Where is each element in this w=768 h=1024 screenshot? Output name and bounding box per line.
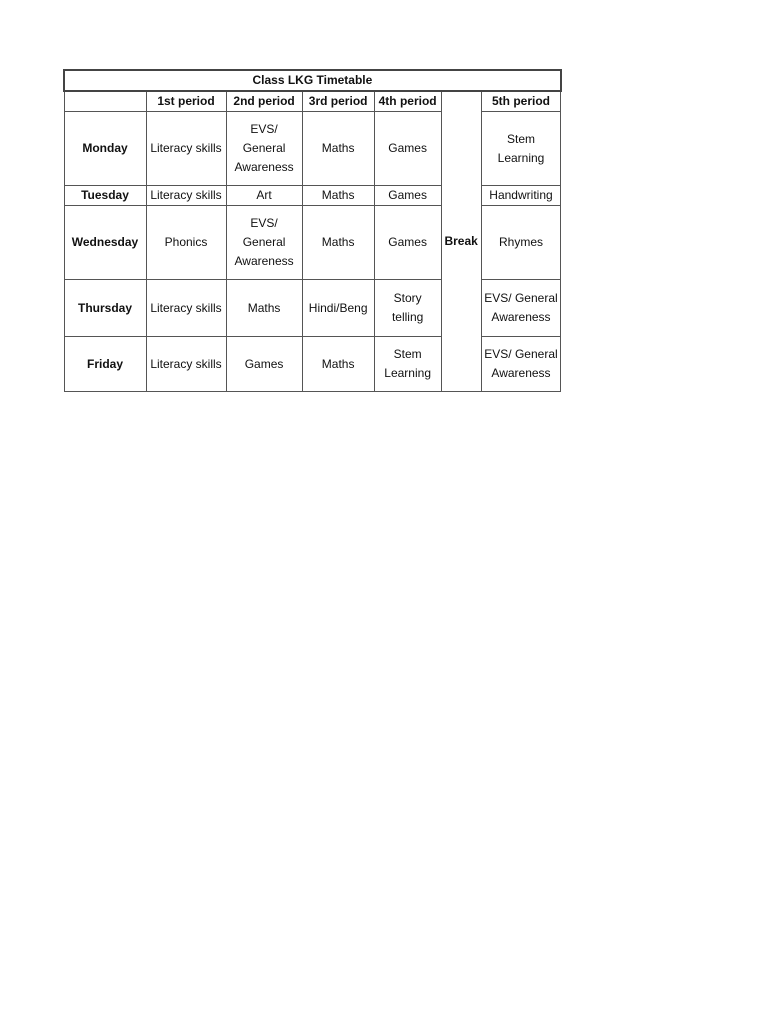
header-blank-cell: [64, 91, 146, 112]
header-period-5: 5th period: [481, 91, 561, 112]
table-cell: Stem Learning: [481, 112, 561, 186]
table-row: [64, 280, 561, 337]
table-cell: EVS/ General Awareness: [226, 206, 302, 280]
header-period-1: 1st period: [146, 91, 226, 112]
table-row: [64, 112, 561, 186]
table-cell: Maths: [302, 112, 374, 186]
day-cell: Monday: [64, 112, 146, 186]
table-cell: Handwriting: [481, 186, 561, 206]
day-cell: Friday: [64, 337, 146, 392]
table-cell: Art: [226, 186, 302, 206]
table-row: [64, 186, 561, 206]
table-cell: Games: [226, 337, 302, 392]
header-row: [64, 91, 561, 112]
header-period-2: 2nd period: [226, 91, 302, 112]
timetable-title: Class LKG Timetable: [64, 70, 561, 91]
day-cell: Tuesday: [64, 186, 146, 206]
table-cell: Story telling: [374, 280, 441, 337]
table-cell: EVS/ General Awareness: [226, 112, 302, 186]
table-cell: EVS/ General Awareness: [481, 337, 561, 392]
table-cell: Games: [374, 186, 441, 206]
table-cell: Maths: [226, 280, 302, 337]
table-cell: Literacy skills: [146, 337, 226, 392]
break-cell: Break: [441, 91, 481, 392]
table-cell: Phonics: [146, 206, 226, 280]
table-cell: Literacy skills: [146, 186, 226, 206]
table-row: [64, 206, 561, 280]
table-cell: Maths: [302, 186, 374, 206]
table-cell: Maths: [302, 206, 374, 280]
table-cell: Games: [374, 112, 441, 186]
day-cell: Wednesday: [64, 206, 146, 280]
table-cell: Games: [374, 206, 441, 280]
table-cell: Rhymes: [481, 206, 561, 280]
day-cell: Thursday: [64, 280, 146, 337]
table-cell: Stem Learning: [374, 337, 441, 392]
table-cell: Hindi/Beng: [302, 280, 374, 337]
timetable: [63, 69, 562, 392]
table-cell: Literacy skills: [146, 280, 226, 337]
table-cell: Maths: [302, 337, 374, 392]
table-cell: Literacy skills: [146, 112, 226, 186]
table-row: [64, 337, 561, 392]
table-cell: EVS/ General Awareness: [481, 280, 561, 337]
header-period-4: 4th period: [374, 91, 441, 112]
header-period-3: 3rd period: [302, 91, 374, 112]
